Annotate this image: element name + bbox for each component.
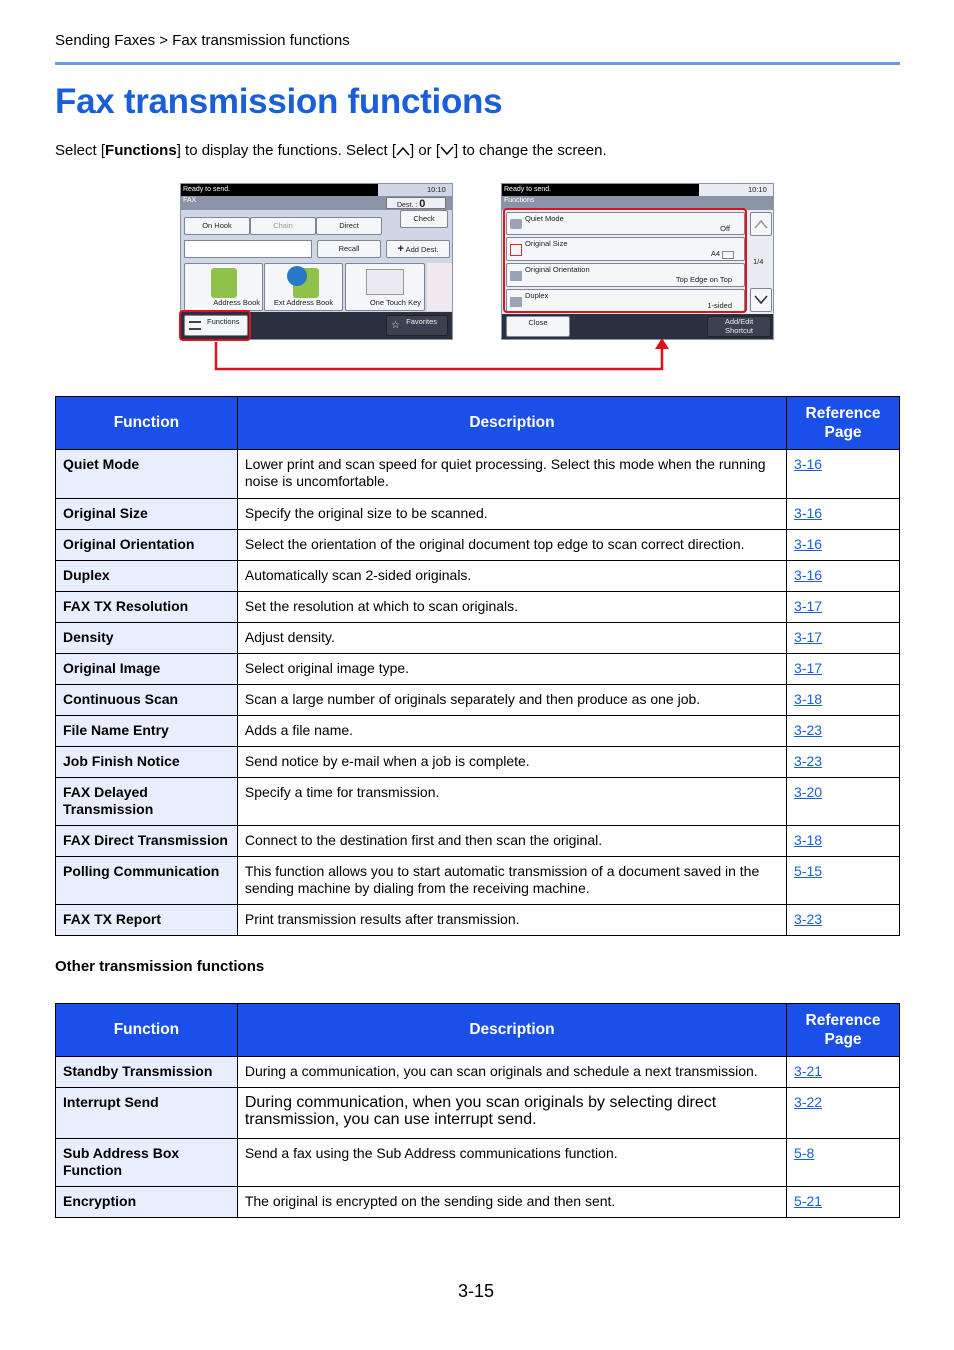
star-icon: ☆ bbox=[391, 320, 400, 331]
original-orientation-label: Original Orientation bbox=[525, 265, 590, 274]
one-touch-key-label: One Touch Key bbox=[369, 298, 421, 307]
key-scroll-area bbox=[427, 263, 452, 311]
function-cell: Job Finish Notice bbox=[56, 747, 238, 778]
description-cell: Print transmission results after transmission. bbox=[237, 905, 786, 936]
reference-link[interactable]: 3-23 bbox=[794, 753, 823, 769]
table-row bbox=[56, 826, 900, 857]
page-label: Page bbox=[824, 424, 862, 441]
intro-pre: Select [ bbox=[55, 142, 106, 159]
function-cell: Encryption bbox=[56, 1187, 238, 1218]
functions-heading: Functions bbox=[504, 197, 535, 204]
table-row bbox=[56, 1088, 900, 1139]
function-cell: Polling Communication bbox=[56, 857, 238, 905]
plus-icon: + bbox=[397, 243, 404, 255]
function-cell: Density bbox=[56, 623, 238, 654]
reference-link[interactable]: 3-21 bbox=[794, 1063, 823, 1079]
add-edit-label: Add/Edit bbox=[724, 317, 754, 326]
reference-cell bbox=[787, 1187, 900, 1218]
reference-link[interactable]: 3-17 bbox=[794, 660, 823, 676]
page-number: 3-15 bbox=[458, 1281, 495, 1301]
close-button[interactable]: Close bbox=[506, 316, 570, 337]
function-cell: Continuous Scan bbox=[56, 685, 238, 716]
address-book-button[interactable] bbox=[184, 263, 263, 311]
table-header-row bbox=[56, 397, 900, 450]
chevron-up-icon bbox=[754, 219, 768, 229]
original-size-label: Original Size bbox=[525, 239, 568, 248]
reference-page-column-header bbox=[787, 1004, 900, 1057]
breadcrumb: Sending Faxes > Fax transmission functions bbox=[55, 32, 350, 49]
description-cell: Connect to the destination first and then scan the original. bbox=[237, 826, 786, 857]
direct-button[interactable]: Direct bbox=[316, 217, 382, 235]
mode-label: FAX bbox=[183, 197, 197, 204]
reference-cell bbox=[787, 530, 900, 561]
reference-link[interactable]: 3-23 bbox=[794, 722, 823, 738]
reference-cell bbox=[787, 1057, 900, 1088]
function-cell: Standby Transmission bbox=[56, 1057, 238, 1088]
reference-link[interactable]: 5-21 bbox=[794, 1193, 823, 1209]
table-row bbox=[56, 905, 900, 936]
status-bar: Ready to send. bbox=[502, 184, 699, 196]
intro-mid: ] to display the functions. Select [ bbox=[176, 142, 396, 159]
description-cell: Select the orientation of the original document top edge to scan correct direction. bbox=[237, 530, 786, 561]
intro-post: ] to change the screen. bbox=[454, 142, 607, 159]
dest-label: Dest. : bbox=[397, 202, 418, 209]
table-row bbox=[56, 623, 900, 654]
table-row bbox=[56, 685, 900, 716]
description-cell: Adjust density. bbox=[237, 623, 786, 654]
table-row bbox=[56, 716, 900, 747]
reference-cell bbox=[787, 1088, 900, 1139]
reference-cell bbox=[787, 450, 900, 499]
scroll-up-button[interactable] bbox=[750, 212, 772, 236]
description-cell: Select original image type. bbox=[237, 654, 786, 685]
on-hook-button[interactable]: On Hook bbox=[184, 217, 250, 235]
table-row bbox=[56, 654, 900, 685]
reference-link[interactable]: 3-16 bbox=[794, 567, 823, 583]
description-cell: Scan a large number of originals separately and then produce as one job. bbox=[237, 685, 786, 716]
description-cell: Send notice by e-mail when a job is complete. bbox=[237, 747, 786, 778]
dest-count: 0 bbox=[419, 198, 426, 210]
description-cell: Adds a file name. bbox=[237, 716, 786, 747]
favorites-button[interactable] bbox=[386, 315, 448, 336]
table-row bbox=[56, 857, 900, 905]
reference-link[interactable]: 3-16 bbox=[794, 456, 823, 472]
dest-counter bbox=[386, 197, 446, 209]
reference-cell bbox=[787, 826, 900, 857]
description-column-header: Description bbox=[237, 1004, 786, 1057]
table-row bbox=[56, 747, 900, 778]
reference-link[interactable]: 3-18 bbox=[794, 691, 823, 707]
function-column-header: Function bbox=[56, 1004, 238, 1057]
original-size-value: A4 bbox=[710, 249, 720, 258]
reference-cell bbox=[787, 685, 900, 716]
status-bar: Ready to send. bbox=[181, 184, 378, 196]
description-cell: This function allows you to start automatic transmission of a document saved in the sending machine by dialing from the receiving machine. bbox=[237, 857, 786, 905]
intro-functions-keyword: Functions bbox=[105, 142, 177, 159]
function-cell: Duplex bbox=[56, 561, 238, 592]
clock: 10:10 bbox=[427, 185, 446, 194]
table-row bbox=[56, 450, 900, 499]
description-cell: Automatically scan 2-sided originals. bbox=[237, 561, 786, 592]
description-cell: Send a fax using the Sub Address communications function. bbox=[237, 1139, 786, 1187]
reference-link[interactable]: 5-15 bbox=[794, 863, 823, 879]
add-dest-button[interactable] bbox=[386, 240, 450, 258]
functions-table bbox=[55, 396, 900, 936]
quiet-mode-value: Off bbox=[720, 224, 730, 233]
function-cell: Original Size bbox=[56, 499, 238, 530]
table-row bbox=[56, 499, 900, 530]
reference-link[interactable]: 3-17 bbox=[794, 629, 823, 645]
section-heading: Other transmission functions bbox=[55, 958, 265, 975]
number-input[interactable] bbox=[184, 240, 312, 258]
globe-icon bbox=[287, 266, 307, 286]
ext-address-book-label: Ext Address Book bbox=[273, 298, 334, 307]
add-dest-label: Add Dest. bbox=[405, 245, 439, 254]
page-label: Page bbox=[824, 1031, 862, 1048]
other-functions-table bbox=[55, 1003, 900, 1218]
function-column-header: Function bbox=[56, 397, 238, 450]
page-indicator: 1/4 bbox=[753, 257, 764, 266]
reference-cell bbox=[787, 654, 900, 685]
reference-cell bbox=[787, 592, 900, 623]
reference-cell bbox=[787, 1139, 900, 1187]
reference-cell bbox=[787, 905, 900, 936]
reference-page-column-header bbox=[787, 397, 900, 450]
reference-cell bbox=[787, 778, 900, 826]
ext-address-book-button[interactable] bbox=[264, 263, 343, 311]
check-button[interactable]: Check bbox=[400, 210, 448, 228]
reference-link[interactable]: 3-22 bbox=[794, 1094, 823, 1110]
reference-link[interactable]: 3-17 bbox=[794, 598, 823, 614]
original-orientation-value: Top Edge on Top bbox=[675, 275, 732, 284]
clock: 10:10 bbox=[748, 185, 767, 194]
function-cell: Sub Address Box Function bbox=[56, 1139, 238, 1187]
address-book-label: Address Book bbox=[213, 298, 260, 307]
favorites-label: Favorites bbox=[406, 317, 437, 326]
description-cell: Specify the original size to be scanned. bbox=[237, 499, 786, 530]
table-row bbox=[56, 778, 900, 826]
quiet-mode-label: Quiet Mode bbox=[525, 214, 564, 223]
scroll-down-button[interactable] bbox=[750, 288, 772, 312]
reference-cell bbox=[787, 857, 900, 905]
description-cell: Set the resolution at which to scan originals. bbox=[237, 592, 786, 623]
function-cell: Interrupt Send bbox=[56, 1088, 238, 1139]
functions-label: Functions bbox=[207, 317, 240, 326]
description-cell: Specify a time for transmission. bbox=[237, 778, 786, 826]
table-row bbox=[56, 530, 900, 561]
table-header-row bbox=[56, 1004, 900, 1057]
reference-link[interactable]: 3-16 bbox=[794, 505, 823, 521]
reference-link[interactable]: 5-8 bbox=[794, 1145, 815, 1161]
table-row bbox=[56, 592, 900, 623]
reference-link[interactable]: 3-23 bbox=[794, 911, 823, 927]
add-edit-shortcut-button[interactable] bbox=[707, 316, 771, 337]
reference-link[interactable]: 3-20 bbox=[794, 784, 823, 800]
table-row bbox=[56, 1187, 900, 1218]
table-row bbox=[56, 1139, 900, 1187]
chevron-down-icon bbox=[754, 295, 768, 305]
connector-arrow bbox=[200, 335, 680, 375]
reference-link[interactable]: 3-16 bbox=[794, 536, 823, 552]
function-cell: File Name Entry bbox=[56, 716, 238, 747]
chevron-down-icon bbox=[440, 146, 454, 156]
functions-list-highlight bbox=[503, 208, 747, 313]
reference-cell bbox=[787, 716, 900, 747]
reference-cell bbox=[787, 561, 900, 592]
reference-cell bbox=[787, 623, 900, 654]
chain-button[interactable]: Chain bbox=[250, 217, 316, 235]
chevron-up-icon bbox=[396, 146, 410, 156]
intro-text bbox=[55, 142, 607, 159]
function-cell: Original Orientation bbox=[56, 530, 238, 561]
description-cell: Lower print and scan speed for quiet processing. Select this mode when the running noise is uncomfortable. bbox=[237, 450, 786, 499]
shortcut-label: Shortcut bbox=[725, 325, 753, 335]
reference-link[interactable]: 3-18 bbox=[794, 832, 823, 848]
function-cell: Quiet Mode bbox=[56, 450, 238, 499]
address-book-icon bbox=[211, 268, 237, 298]
function-cell: FAX TX Report bbox=[56, 905, 238, 936]
duplex-value: 1-sided bbox=[707, 301, 732, 310]
function-cell: FAX Direct Transmission bbox=[56, 826, 238, 857]
one-touch-key-button[interactable] bbox=[345, 263, 425, 311]
reference-label: Reference bbox=[805, 405, 881, 422]
description-cell: The original is encrypted on the sending side and then sent. bbox=[237, 1187, 786, 1218]
description-cell: During communication, when you scan originals by selecting direct transmission, you can use interrupt send. bbox=[237, 1088, 786, 1139]
function-cell: FAX TX Resolution bbox=[56, 592, 238, 623]
table-row bbox=[56, 561, 900, 592]
function-cell: Original Image bbox=[56, 654, 238, 685]
description-cell: During a communication, you can scan originals and schedule a next transmission. bbox=[237, 1057, 786, 1088]
reference-cell bbox=[787, 499, 900, 530]
duplex-label: Duplex bbox=[525, 291, 549, 300]
recall-button[interactable]: Recall bbox=[317, 240, 381, 258]
reference-label: Reference bbox=[805, 1012, 881, 1029]
table-row bbox=[56, 1057, 900, 1088]
page-title: Fax transmission functions bbox=[55, 82, 503, 121]
function-cell: FAX Delayed Transmission bbox=[56, 778, 238, 826]
one-touch-key-icon bbox=[366, 269, 404, 295]
reference-cell bbox=[787, 747, 900, 778]
intro-or: ] or [ bbox=[410, 142, 441, 159]
description-column-header: Description bbox=[237, 397, 786, 450]
header-divider bbox=[55, 62, 900, 65]
